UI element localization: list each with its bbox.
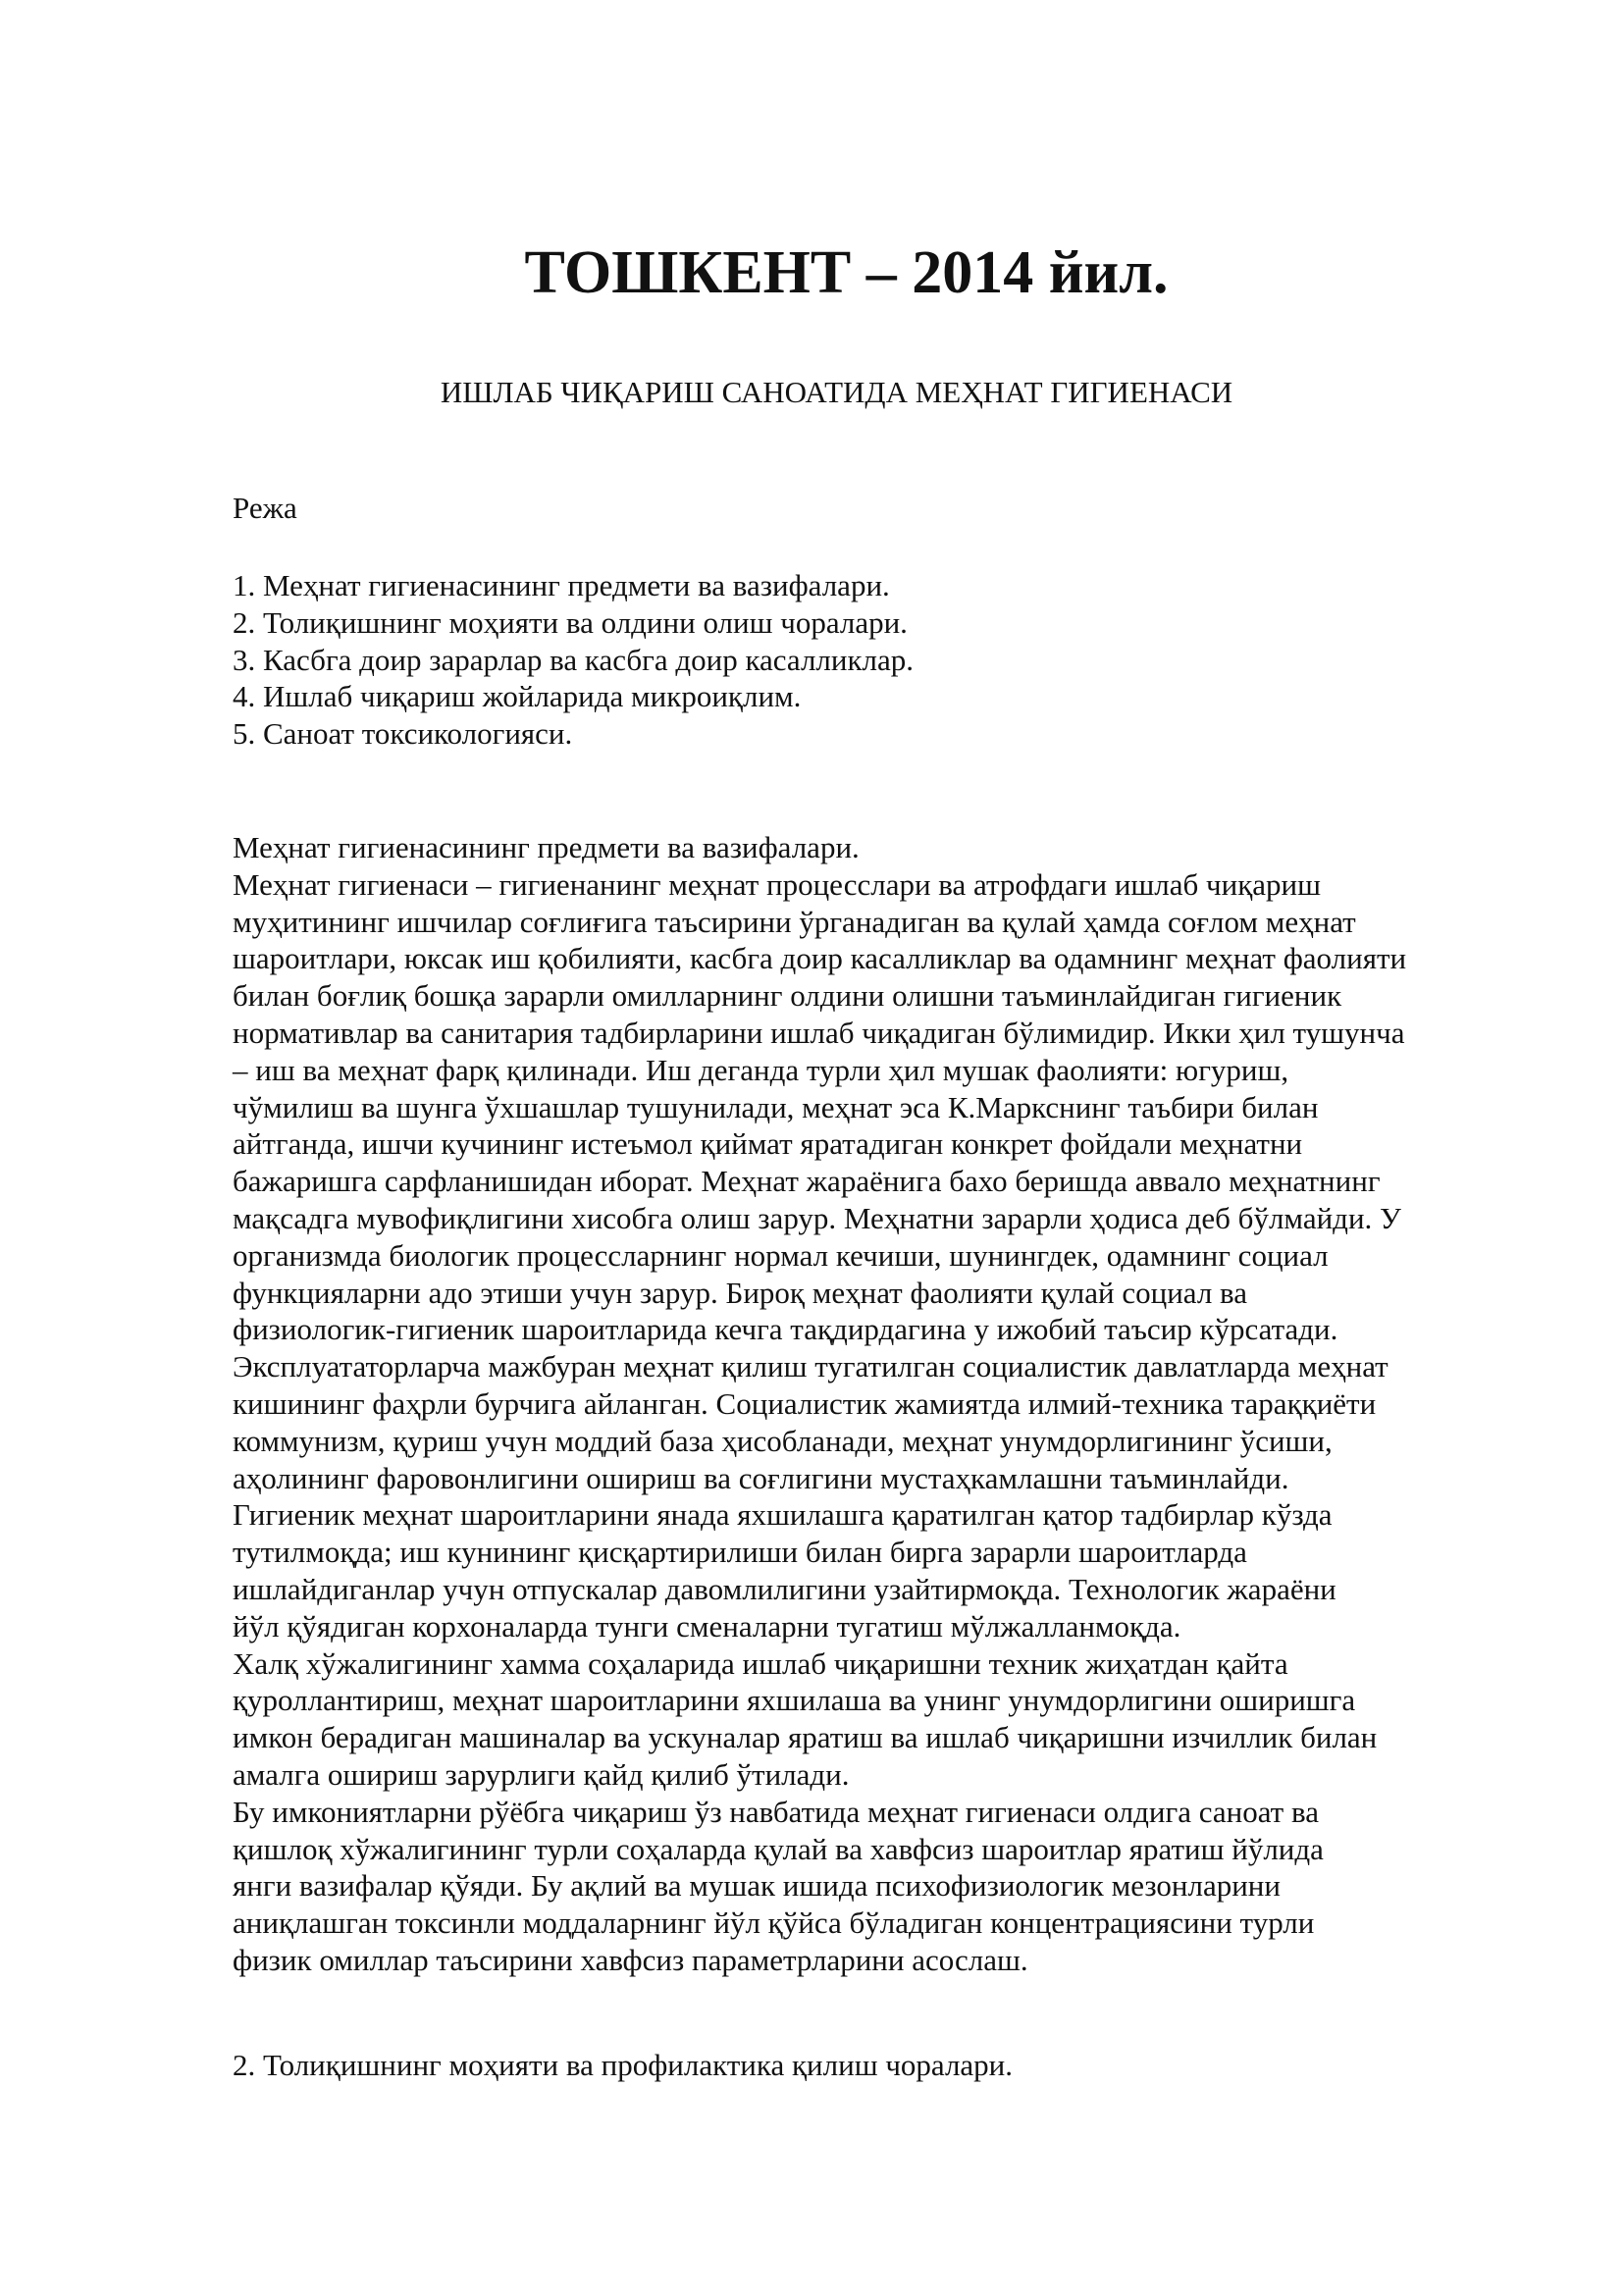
plan-item: 2. Толиқишнинг моҳияти ва олдини олиш чоралари. <box>233 604 908 640</box>
document-subtitle: ИШЛАБ ЧИҚАРИШ САНОАТИДА МЕҲНАТ ГИГИЕНАСИ <box>440 375 1233 409</box>
body-line: Гигиеник меҳнат шароитларини янада яхшилашга қаратилган қатор тадбирлар кўзда <box>233 1497 1333 1533</box>
body-line: қишлоқ хўжалигининг турли соҳаларда қулай ва хавфсиз шароитлар яратиш йўлида <box>233 1831 1324 1866</box>
body-line: мақсадга мувофиқлигини хисобга олиш зарур. Меҳнатни зарарли ҳодиса деб бўлмайди. У <box>233 1200 1401 1235</box>
body-line: шароитлари, юксак иш қобилияти, касбга доир касалликлар ва одамнинг меҳнат фаолияти <box>233 941 1407 976</box>
body-line: организмда биологик процессларнинг нормал кечиши, шунингдек, одамнинг социал <box>233 1237 1329 1273</box>
body-line: бажаришга сарфланишидан иборат. Меҳнат жараёнига бахо беришда аввало меҳнатнинг <box>233 1164 1381 1199</box>
body-line: Меҳнат гигиенаси – гигиенанинг меҳнат процесслари ва атрофдаги ишлаб чиқариш <box>233 866 1321 902</box>
plan-item: 3. Касбга доир зарарлар ва касбга доир касалликлар. <box>233 642 915 677</box>
body-line: Халқ хўжалигининг хамма соҳаларида ишлаб чиқаришни техник жиҳатдан қайта <box>233 1645 1288 1681</box>
plan-heading: Режа <box>233 491 297 525</box>
body-line: чўмилиш ва шунга ўхшашлар тушунилади, меҳнат эса К.Маркснинг таъбири билан <box>233 1089 1319 1124</box>
body-line: Меҳнат гигиенасининг предмети ва вазифалари. <box>233 830 860 864</box>
body-line: коммунизм, қуриш учун моддий база ҳисобланади, меҳнат унумдорлигининг ўсиши, <box>233 1423 1333 1458</box>
body-line: Эксплуататорларча мажбуран меҳнат қилиш тугатилган социалистик давлатларда меҳнат <box>233 1349 1388 1384</box>
body-line: аҳолининг фаровонлигини ошириш ва соғлигини мустаҳкамлашни таъминлайди. <box>233 1460 1289 1495</box>
document-title: ТОШКЕНТ – 2014 йил. <box>524 239 1169 306</box>
body-line: физиологик-гигиеник шароитларида кечга тақдирдагина у ижобий таъсир кўрсатади. <box>233 1312 1338 1347</box>
plan-list <box>233 567 1508 753</box>
body-line: функцияларни адо этиши учун зарур. Бироқ меҳнат фаолияти қулай социал ва <box>233 1275 1248 1310</box>
body-line: билан боғлиқ бошқа зарарли омилларнинг олдини олишни таъминлайдиган гигиеник <box>233 978 1342 1014</box>
body-line: нормативлар ва санитария тадбирларини ишлаб чиқадиган бўлимидир. Икки ҳил тушунча <box>233 1015 1405 1050</box>
body-line: – иш ва меҳнат фарқ қилинади. Иш деганда турли ҳил мушак фаолияти: югуриш, <box>233 1052 1289 1087</box>
body-text <box>233 829 1508 1979</box>
body-line: айтганда, ишчи кучининг истеъмол қиймат яратадиган конкрет фойдали меҳнатни <box>233 1126 1303 1162</box>
body-line: янги вазифалар қўяди. Бу ақлий ва мушак ишида психофизиологик мезонларини <box>233 1868 1281 1904</box>
body-line: тутилмоқда; иш кунининг қисқартирилиши билан бирга зарарли шароитларда <box>233 1535 1247 1570</box>
body-line: ишлайдиганлар учун отпускалар давомлилигини узайтирмоқда. Технологик жараёни <box>233 1571 1336 1606</box>
body-line: амалга ошириш зарурлиги қайд қилиб ўтилади. <box>233 1756 850 1792</box>
body-line: аниқлашган токсинли моддаларнинг йўл қўйса бўладиган концентрациясини турли <box>233 1905 1315 1941</box>
plan-item: 1. Меҳнат гигиенасининг предмети ва вазифалари. <box>233 568 890 602</box>
body-line: имкон берадиган машиналар ва ускуналар яратиш ва ишлаб чиқаришни изчиллик билан <box>233 1720 1378 1755</box>
body-line: йўл қўядиган корхоналарда тунги сменаларни тугатиш мўлжалланмоқда. <box>233 1608 1181 1644</box>
body-line: физик омиллар таъсирини хавфсиз параметрларини асослаш. <box>233 1942 1028 1977</box>
body-line: кишининг фаҳрли бурчига айланган. Социалистик жамиятда илмий-техника тараққиёти <box>233 1385 1377 1421</box>
section-2-heading: 2. Толиқишнинг моҳияти ва профилактика қилиш чоралари. <box>233 2048 1014 2082</box>
plan-item: 4. Ишлаб чиқариш жойларида микроиқлим. <box>233 679 802 714</box>
body-line: Бу имкониятларни рўёбга чиқариш ўз навбатида меҳнат гигиенаси олдига саноат ва <box>233 1794 1319 1829</box>
body-line: муҳитининг ишчилар соғлиғига таъсирини ўрганадиган ва қулай ҳамда соғлом меҳнат <box>233 904 1356 939</box>
body-line: қуроллантириш, меҳнат шароитларини яхшилаша ва унинг унумдорлигини оширишга <box>233 1683 1356 1718</box>
plan-item: 5. Саноат токсикологияси. <box>233 716 573 752</box>
